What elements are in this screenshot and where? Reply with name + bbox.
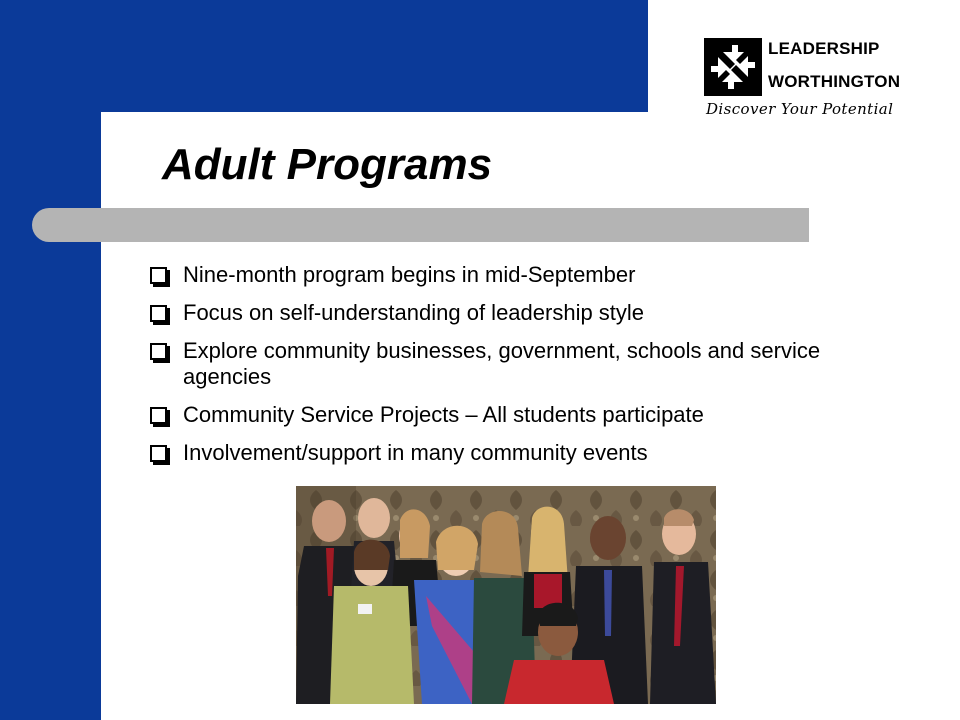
title-underline-bar [32,208,809,242]
group-photo [296,486,716,704]
group-photo-image [296,486,716,704]
logo-text-leadership: LEADERSHIP [768,39,880,58]
blue-header-band [0,0,648,112]
bullet-item [148,402,868,428]
bullet-item [148,338,868,390]
title-bar-connector [75,225,101,242]
bullet-text: Involvement/support in many community events [183,440,648,465]
bullet-text: Nine-month program begins in mid-September [183,262,636,287]
bullet-list [148,262,868,478]
checkbox-bullet-icon [150,267,167,284]
bullet-text: Community Service Projects – All students participate [183,402,704,427]
checkbox-bullet-icon [150,305,167,322]
bullet-item [148,300,868,326]
slide-title: Adult Programs [162,140,493,189]
bullet-item [148,262,868,288]
logo-text-worthington: WORTHINGTON [768,72,901,91]
checkbox-bullet-icon [150,343,167,360]
logo-arrows-icon [704,38,762,96]
checkbox-bullet-icon [150,445,167,462]
checkbox-bullet-icon [150,407,167,424]
bullet-text: Focus on self-understanding of leadership style [183,300,645,325]
bullet-item [148,440,868,466]
logo-tagline: Discover Your Potential [706,100,894,118]
leadership-worthington-logo [700,34,930,126]
bullet-text: Explore community businesses, government, schools and service agencies [183,338,821,389]
